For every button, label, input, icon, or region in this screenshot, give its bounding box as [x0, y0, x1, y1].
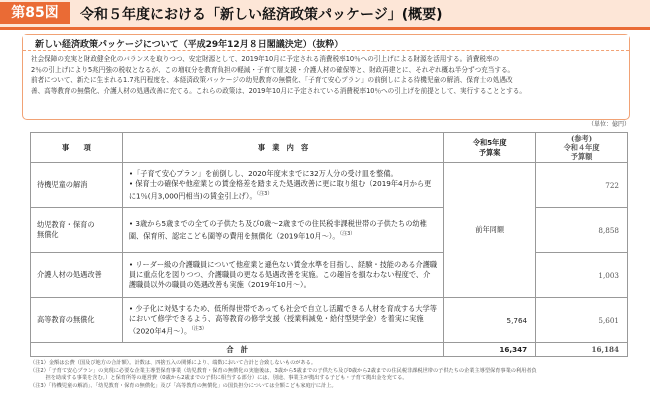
header-ref-line3: 予算額 — [570, 152, 593, 161]
summary-box — [22, 34, 630, 120]
row-bullet: • リーダー級の介護職員について他産業と遜色ない賃金水準を目指し、経験・技能のある介護職員に重点化を図りつつ、介護職員の更なる処遇改善を実施。この趣旨を損なわない程度で、介護職員以外の職員の処遇改善も実施（2019年10月～）。 — [128, 259, 438, 290]
header-rule — [0, 27, 650, 30]
summary-line: 社会保障の充実と財政健全化のバランスを取りつつ、安定財源として、2019年10月に予定される消費税率10％への引上げによる財源を活用する。消費税率の — [31, 55, 500, 63]
row-ref: 8,858 — [536, 208, 628, 253]
table-header-row — [31, 133, 628, 163]
row-bullet-text: • 保育士の確保や他産業との賃金格差を踏まえた処遇改善に更に取り組む（2019年4月から更に1％(月3,000円相当)の賃金引上げ）。 — [128, 178, 432, 201]
total-ref: 16,184 — [536, 343, 628, 357]
figure-label-badge: 第85図 — [0, 2, 70, 24]
note-marker: （注3） — [339, 230, 356, 237]
header-budget-line1: 令和5年度 — [472, 137, 507, 147]
merged-budget-cell: 前年同額 — [444, 163, 536, 298]
note-marker: （注3） — [256, 190, 273, 197]
unit-label: （単位：億円） — [588, 121, 631, 128]
row-item-label: 介護人材の処遇改善 — [37, 270, 102, 279]
total-budget: 16,347 — [444, 343, 536, 357]
footnote: （注3）「待機児童の解消」、「幼児教育・保育の無償化」及び「高等教育の無償化」の国負担分については全額こども家庭庁に計上。 — [30, 382, 337, 389]
row-item-label: 待機児童の解消 — [37, 180, 88, 189]
policy-table — [30, 132, 628, 357]
row-ref: 5,601 — [536, 298, 628, 343]
summary-line: 前者について、新たに生まれる1.7兆円程度を、本経済政策パッケージの幼児教育の無償化、「子育て安心プラン」の前倒しによる待機児童の解消、保育士の処遇改 — [31, 76, 513, 84]
note-marker: （注3） — [191, 325, 207, 332]
row-item — [31, 298, 123, 343]
summary-line: 2％の引上げにより5兆円強の税収となるが、この増収分を教育負担の軽減・子育て層支援・介護人材の確保等と、財政再建とに、それぞれ概ね半分ずつ充当する。 — [31, 65, 515, 74]
header-item: 事 項 — [31, 133, 123, 163]
row-bullet — [129, 304, 437, 337]
row-budget: 5,764 — [444, 298, 536, 343]
table-row — [31, 298, 628, 343]
row-item-label: 幼児教育・保育の — [37, 220, 95, 229]
footnote: （注2）「子育て安心プラン」の実現に必要な企業主導型保育事業（幼児教育・保育の無償化の実施後は、3歳から5歳までの子供たち及び0歳から2歳までの住民税非課税世帯の子供たちの企業主導型保育事業の利用者負 — [30, 367, 537, 374]
row-item — [31, 208, 123, 253]
header-ref — [536, 133, 628, 163]
table-row — [31, 163, 628, 208]
row-item — [31, 253, 123, 298]
header-ref-line1: (参考) — [570, 134, 593, 143]
footnote: （注1）金額は公費（国及び地方の合計額）。計数は、四捨五入の関係により、端数において合計と合致しないものがある。 — [30, 360, 317, 366]
figure-title: 令和５年度における「新しい経済政策パッケージ」(概要) — [80, 7, 443, 23]
row-bullet: •「子育て安心プラン」を前倒しし、2020年度末までに32万人分の受け皿を整備。 — [128, 168, 398, 178]
row-bullet — [129, 179, 437, 202]
footnote: 担を助成する事業を含む。）と保育所等の運営費（0歳から2歳までの子供に相当する部分）には、別途、事業主が拠出する子ども・子育て拠出金を充てる。 — [30, 375, 408, 382]
total-label: 合 計 — [31, 343, 444, 357]
row-bullet — [129, 219, 437, 242]
row-item-label: 高等教育の無償化 — [37, 315, 95, 324]
table-row — [31, 253, 628, 298]
header-budget-line2: 予算案 — [478, 147, 501, 157]
header-budget — [444, 133, 536, 163]
summary-text — [31, 54, 621, 96]
row-ref: 722 — [536, 163, 628, 208]
table-row — [31, 208, 628, 253]
header-ref-line2: 令和４年度 — [563, 143, 600, 152]
summary-header — [23, 35, 629, 51]
total-row — [31, 343, 628, 357]
row-item — [31, 163, 123, 208]
figure-header — [0, 0, 650, 27]
row-ref: 1,003 — [536, 253, 628, 298]
row-item-label-2: 無償化 — [37, 230, 59, 239]
summary-title: 新しい経済政策パッケージについて（平成29年12月８日閣議決定）（抜粋） — [35, 40, 344, 50]
row-content — [122, 298, 443, 343]
row-content — [122, 163, 443, 208]
summary-line: 善、高等教育の無償化、介護人材の処遇改善に充てる。これらの政策は、2019年10月に予定されている消費税率10％への引上げを前提として、実行することとする。 — [31, 86, 526, 95]
row-bullet-text: • 少子化に対処するため、低所得世帯であっても社会で自立し活躍できる人材を育成する大学等において修学できるよう、高等教育の修学支援（授業料減免・給付型奨学金）を着実に実施（2020年4月～）。 — [128, 303, 437, 336]
footnotes — [30, 360, 630, 390]
row-content — [122, 208, 443, 253]
row-bullet-text: • 3歳から5歳までの全ての子供たち及び0歳～2歳までの住民税非課税世帯の子供たちの幼稚園、保育所、認定こども園等の費用を無償化（2019年10月～）。 — [128, 218, 427, 241]
header-content: 事 業 内 容 — [122, 133, 443, 163]
row-content — [122, 253, 443, 298]
